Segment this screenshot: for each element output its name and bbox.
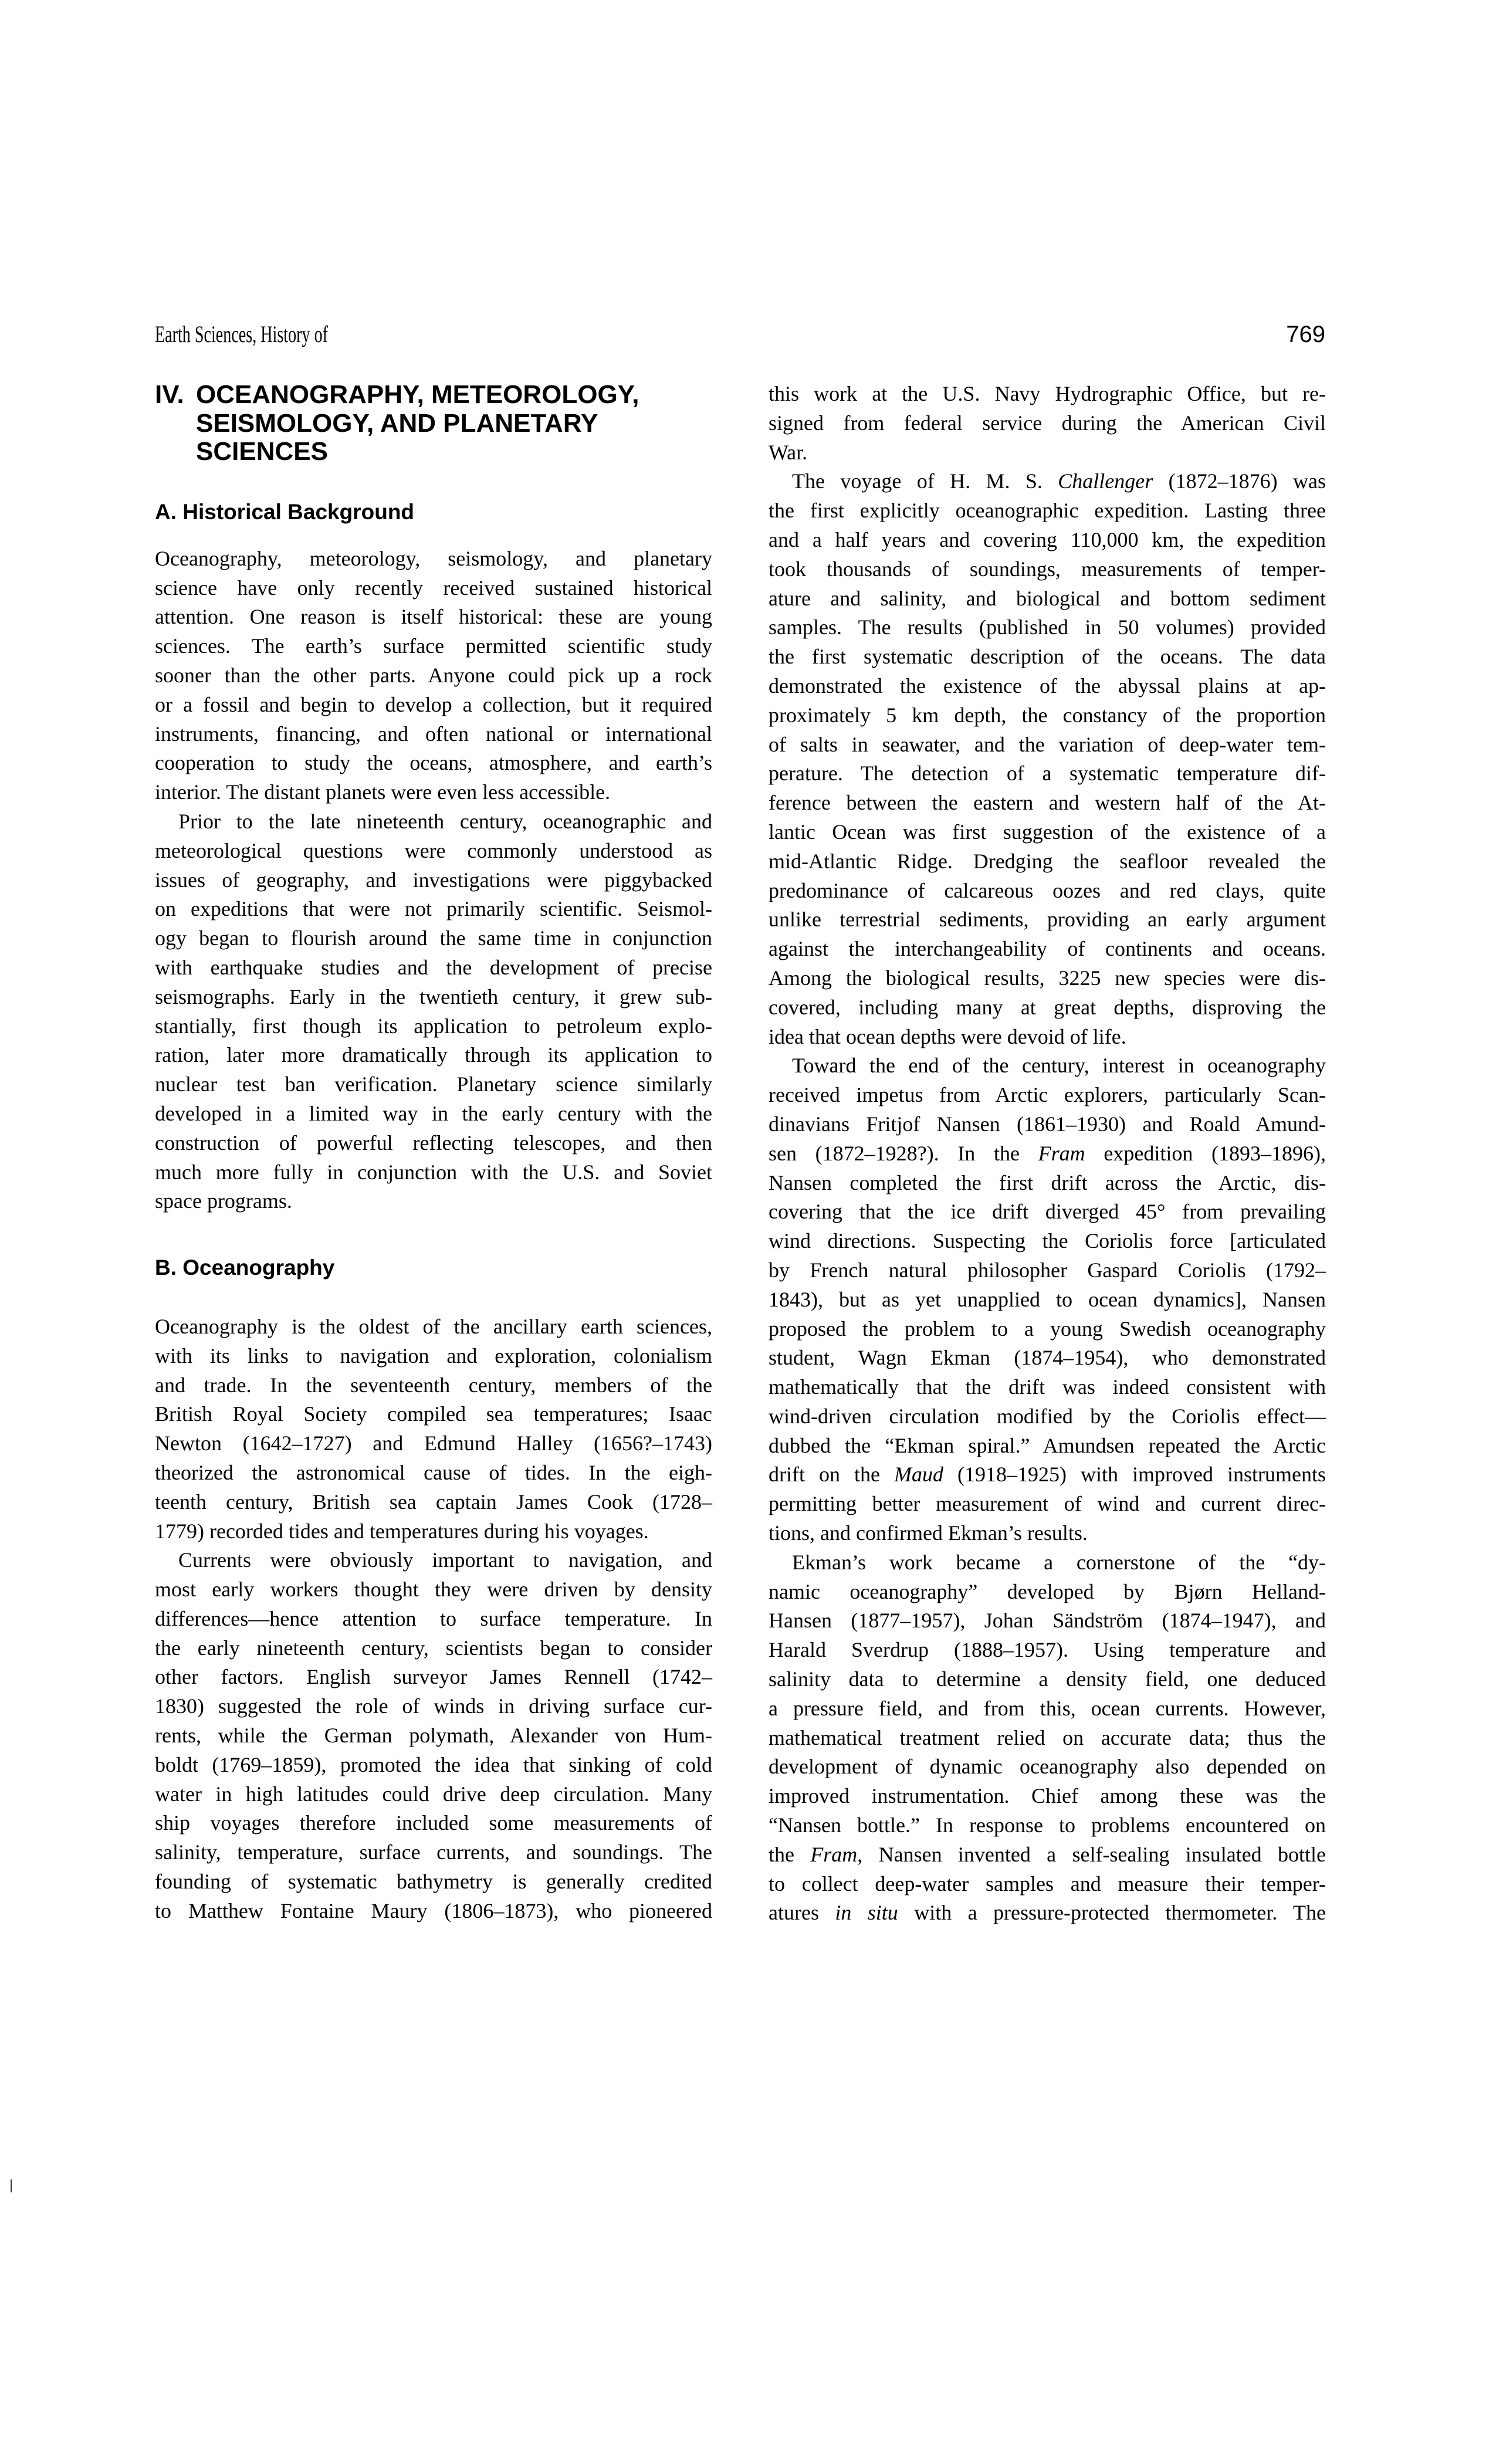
- text-line: [155, 1838, 712, 1867]
- text-line: [155, 1158, 712, 1187]
- text-line: [155, 983, 712, 1012]
- text-line: [155, 632, 712, 661]
- section-title-line: OCEANOGRAPHY, METEOROLOGY,: [196, 380, 639, 409]
- text-segment: , Nansen invented a self-sealing insulated bottle: [857, 1842, 1326, 1866]
- text-line-content: cooperation to study the oceans, atmosphere, and earth’s: [155, 751, 712, 775]
- text-line: [769, 1197, 1326, 1227]
- text-line-content: idea that ocean depths were devoid of life.: [769, 1024, 1126, 1048]
- text-line: [769, 1870, 1326, 1899]
- text-line-content: covering that the ice drift diverged 45° from prevailing: [769, 1200, 1326, 1224]
- text-segment: drift on the: [769, 1463, 894, 1487]
- text-line-content: with earthquake studies and the development of precise: [155, 955, 712, 979]
- text-line-content: differences—hence attention to surface temperature. In: [155, 1606, 712, 1630]
- text-segment: The voyage of H. M. S.: [792, 469, 1058, 493]
- text-line-content: ature and salinity, and biological and bottom sediment: [769, 586, 1326, 610]
- text-line: [769, 555, 1326, 584]
- text-line: [155, 1809, 712, 1838]
- text-line: [155, 953, 712, 983]
- text-line-content: sciences. The earth’s surface permitted scientific study: [155, 634, 712, 658]
- text-line: [155, 1041, 712, 1070]
- page-number: 769: [1286, 321, 1325, 347]
- text-line: [769, 1694, 1326, 1724]
- text-line: [769, 467, 1326, 496]
- text-line-content: most early workers thought they were driven by density: [155, 1578, 712, 1602]
- italic-text: Fram: [1038, 1141, 1085, 1165]
- text-line-content: seismographs. Early in the twentieth century, it grew sub-: [155, 984, 712, 1008]
- paragraph: [155, 1312, 712, 1546]
- text-line-content: namic oceanography” developed by Bjørn Helland-: [769, 1579, 1326, 1603]
- text-segment: expedition (1893–1896),: [1085, 1141, 1326, 1165]
- text-line-content: [769, 1898, 1326, 1928]
- section-title-line: SEISMOLOGY, AND PLANETARY: [196, 408, 598, 438]
- text-line-content: with its links to navigation and exploration, colonialism: [155, 1343, 712, 1368]
- text-line-content: mathematical treatment relied on accurate data; thus the: [769, 1725, 1326, 1749]
- text-line: [769, 613, 1326, 642]
- text-line-content: Nansen completed the first drift across the Arctic, dis-: [769, 1170, 1326, 1194]
- text-line: [769, 1898, 1326, 1928]
- text-line: [155, 720, 712, 749]
- text-line-content: or a fossil and begin to develop a collection, but it required: [155, 692, 712, 716]
- text-line-content: and a half years and covering 110,000 km, the expedition: [769, 527, 1326, 551]
- text-line: [769, 1811, 1326, 1840]
- section-heading-line: [155, 438, 712, 466]
- text-line: [155, 1867, 712, 1897]
- text-line: [769, 1548, 1326, 1578]
- paragraph: [769, 1051, 1326, 1548]
- paragraph: [155, 544, 712, 807]
- paragraph: [155, 1546, 712, 1925]
- text-segment: the: [769, 1842, 811, 1866]
- text-line-content: salinity data to determine a density field, one deduced: [769, 1667, 1326, 1691]
- text-segment: (1918–1925) with improved instruments: [943, 1463, 1326, 1487]
- text-line: [769, 993, 1326, 1023]
- text-line-content: [792, 467, 1326, 496]
- text-line: [155, 1429, 712, 1458]
- text-line: [769, 1169, 1326, 1198]
- text-line: [155, 1312, 712, 1342]
- text-line: [769, 1578, 1326, 1607]
- text-line-content: wind-driven circulation modified by the Coriolis effect—: [769, 1404, 1326, 1428]
- text-line: [155, 1780, 712, 1809]
- text-line: [769, 1227, 1326, 1256]
- text-line-content: and trade. In the seventeenth century, members of the: [155, 1373, 712, 1397]
- text-line: [769, 1402, 1326, 1431]
- text-line: [769, 1315, 1326, 1344]
- text-line-content: a pressure field, and from this, ocean currents. However,: [769, 1696, 1326, 1720]
- text-line: [769, 672, 1326, 701]
- section-heading-line: [155, 381, 712, 409]
- text-line: [155, 1488, 712, 1517]
- text-line-content: took thousands of soundings, measurements of temper-: [769, 557, 1326, 581]
- text-segment: sen (1872–1928?). In the: [769, 1141, 1038, 1165]
- text-line: [769, 1840, 1326, 1870]
- text-line: [769, 1519, 1326, 1548]
- text-line: [155, 895, 712, 924]
- text-line: [769, 818, 1326, 847]
- text-line-content: Ekman’s work became a cornerstone of the “dy-: [792, 1550, 1326, 1574]
- text-line: [769, 1343, 1326, 1373]
- text-line: [769, 1724, 1326, 1753]
- text-line-content: much more fully in conjunction with the U.S. and Soviet: [155, 1160, 712, 1184]
- text-line: [155, 1721, 712, 1751]
- text-line-content: Currents were obviously important to navigation, and: [178, 1548, 712, 1572]
- subsection-heading: [155, 497, 712, 527]
- text-line-content: demonstrated the existence of the abyssal plains at ap-: [769, 673, 1326, 698]
- text-line-content: Oceanography, meteorology, seismology, and planetary: [155, 546, 712, 570]
- text-line-content: 1779) recorded tides and temperatures during his voyages.: [155, 1519, 649, 1543]
- text-line-content: permitting better measurement of wind and current direc-: [769, 1492, 1326, 1516]
- text-line-content: rents, while the German polymath, Alexander von Hum-: [155, 1724, 712, 1748]
- text-line-content: [769, 1139, 1326, 1169]
- text-line-content: signed from federal service during the American Civil: [769, 411, 1326, 435]
- text-line: [769, 496, 1326, 526]
- text-line-content: Newton (1642–1727) and Edmund Halley (1656?–1743): [155, 1431, 712, 1456]
- text-line-content: to Matthew Fontaine Maury (1806–1873), who pioneered: [155, 1898, 712, 1923]
- text-line-content: stantially, first though its application to petroleum explo-: [155, 1014, 712, 1038]
- text-line-content: salinity, temperature, surface currents, and soundings. The: [155, 1840, 712, 1864]
- text-line: [155, 1342, 712, 1371]
- text-line: [155, 1517, 712, 1546]
- subsection-heading-text: B. Oceanography: [155, 1255, 335, 1280]
- text-line: [155, 1634, 712, 1663]
- running-title: Earth Sciences, History of: [155, 321, 328, 347]
- text-line: [769, 964, 1326, 993]
- text-line-content: lantic Ocean was first suggestion of the existence of a: [769, 820, 1326, 844]
- text-line-content: teenth century, British sea captain James Cook (1728–: [155, 1490, 712, 1514]
- text-segment: (1872–1876) was: [1153, 469, 1326, 493]
- text-line: [155, 1099, 712, 1129]
- text-line-content: water in high latitudes could drive deep circulation. Many: [155, 1782, 712, 1806]
- text-line-content: sooner than the other parts. Anyone could pick up a rock: [155, 663, 712, 687]
- text-line: [769, 438, 1326, 468]
- text-line: [769, 1110, 1326, 1139]
- text-segment: atures: [769, 1901, 835, 1925]
- text-line: [769, 1606, 1326, 1636]
- text-line-content: the first explicitly oceanographic expedition. Lasting three: [769, 499, 1326, 523]
- text-line: [155, 778, 712, 807]
- text-line: [155, 1400, 712, 1429]
- text-line-content: on expeditions that were not primarily scientific. Seismol-: [155, 897, 712, 921]
- text-line-content: covered, including many at great depths, disproving the: [769, 995, 1326, 1019]
- text-line: [155, 837, 712, 866]
- text-line-content: wind directions. Suspecting the Coriolis force [articulated: [769, 1229, 1326, 1253]
- text-line-content: proximately 5 km depth, the constancy of the proportion: [769, 703, 1326, 727]
- right-column: [769, 380, 1326, 1928]
- text-line: [769, 1431, 1326, 1461]
- text-line: [769, 1285, 1326, 1315]
- text-line-content: against the interchangeability of continents and oceans.: [769, 937, 1326, 961]
- text-segment: with a pressure-protected thermometer. The: [898, 1901, 1326, 1925]
- text-line: [769, 1636, 1326, 1665]
- text-line: [769, 1139, 1326, 1169]
- text-line-content: British Royal Society compiled sea temperatures; Isaac: [155, 1402, 712, 1426]
- text-line-content: Prior to the late nineteenth century, oceanographic and: [178, 809, 712, 833]
- paragraph: [769, 1548, 1326, 1928]
- margin-tick-mark: [11, 2179, 12, 2192]
- italic-text: Fram: [810, 1842, 858, 1866]
- section-title-line: SCIENCES: [196, 437, 328, 466]
- text-line-content: the early nineteenth century, scientists began to consider: [155, 1636, 712, 1660]
- section-number: IV.: [155, 380, 184, 409]
- left-column: [155, 381, 712, 1926]
- text-line: [155, 544, 712, 574]
- text-line: [155, 1751, 712, 1780]
- text-line: [769, 847, 1326, 876]
- text-line: [769, 584, 1326, 614]
- text-line: [769, 1023, 1326, 1052]
- text-line-content: 1843), but as yet unapplied to ocean dynamics], Nansen: [769, 1287, 1326, 1311]
- text-line: [769, 876, 1326, 906]
- text-line: [155, 1458, 712, 1488]
- text-line-content: ogy began to flourish around the same time in conjunction: [155, 926, 712, 950]
- paragraph: [769, 467, 1326, 1051]
- paragraph: [769, 380, 1326, 467]
- text-line-content: mid-Atlantic Ridge. Dredging the seafloor revealed the: [769, 849, 1326, 873]
- text-line: [769, 935, 1326, 964]
- text-line: [769, 1460, 1326, 1490]
- text-line-content: Oceanography is the oldest of the ancillary earth sciences,: [155, 1314, 712, 1338]
- text-line: [155, 924, 712, 953]
- italic-text: Challenger: [1058, 469, 1153, 493]
- text-line: [769, 526, 1326, 555]
- text-line: [769, 1373, 1326, 1402]
- text-line-content: space programs.: [155, 1189, 292, 1213]
- text-line: [155, 1605, 712, 1634]
- text-line: [769, 1256, 1326, 1285]
- text-line: [155, 1546, 712, 1575]
- text-line: [155, 1663, 712, 1692]
- section-heading: [155, 381, 712, 466]
- text-line: [155, 1070, 712, 1099]
- text-line: [769, 1752, 1326, 1782]
- text-line: [155, 603, 712, 632]
- text-line-content: improved instrumentation. Chief among these was the: [769, 1784, 1326, 1808]
- subsection-heading-text: A. Historical Background: [155, 500, 415, 524]
- text-line-content: [769, 1460, 1326, 1490]
- text-line-content: instruments, financing, and often national or international: [155, 722, 712, 746]
- text-line-content: ration, later more dramatically through its application to: [155, 1043, 712, 1067]
- text-line-content: ference between the eastern and western half of the At-: [769, 791, 1326, 815]
- text-line: [155, 691, 712, 720]
- text-line-content: Harald Sverdrup (1888–1957). Using temperature and: [769, 1638, 1326, 1662]
- text-line: [769, 642, 1326, 672]
- text-line-content: mathematically that the drift was indeed consistent with: [769, 1375, 1326, 1399]
- text-line-content: [769, 1840, 1326, 1870]
- text-line-content: dinavians Fritjof Nansen (1861–1930) and Roald Amund-: [769, 1112, 1326, 1136]
- text-line-content: science have only recently received sustained historical: [155, 576, 712, 600]
- text-line-content: nuclear test ban verification. Planetary science similarly: [155, 1072, 712, 1096]
- text-line-content: development of dynamic oceanography also depended on: [769, 1755, 1326, 1779]
- text-line: [769, 730, 1326, 760]
- text-line: [155, 661, 712, 691]
- italic-text: Maud: [894, 1463, 943, 1487]
- text-line-content: Hansen (1877–1957), Johan Sändström (1874–1947), and: [769, 1609, 1326, 1633]
- text-line: [769, 905, 1326, 935]
- text-line: [155, 749, 712, 778]
- text-line-content: War.: [769, 440, 808, 464]
- text-line: [769, 701, 1326, 730]
- text-line-content: theorized the astronomical cause of tides. In the eigh-: [155, 1460, 712, 1484]
- text-line: [769, 1782, 1326, 1811]
- text-line-content: meteorological questions were commonly understood as: [155, 838, 712, 862]
- text-line: [155, 866, 712, 895]
- text-line-content: interior. The distant planets were even less accessible.: [155, 780, 611, 804]
- text-line-content: student, Wagn Ekman (1874–1954), who demonstrated: [769, 1346, 1326, 1370]
- text-line: [155, 1012, 712, 1041]
- text-line: [769, 409, 1326, 438]
- text-line-content: dubbed the “Ekman spiral.” Amundsen repeated the Arctic: [769, 1433, 1326, 1457]
- text-line: [769, 380, 1326, 409]
- text-line-content: by French natural philosopher Gaspard Coriolis (1792–: [769, 1258, 1326, 1282]
- text-line: [155, 1575, 712, 1605]
- text-line-content: construction of powerful reflecting telescopes, and then: [155, 1131, 712, 1155]
- text-line-content: predominance of calcareous oozes and red clays, quite: [769, 878, 1326, 902]
- text-line: [769, 1665, 1326, 1694]
- paragraph: [155, 807, 712, 1216]
- text-line-content: of salts in seawater, and the variation of deep-water tem-: [769, 732, 1326, 756]
- text-line-content: perature. The detection of a systematic temperature dif-: [769, 761, 1326, 786]
- text-line: [155, 1129, 712, 1158]
- text-line: [769, 1081, 1326, 1110]
- text-line-content: received impetus from Arctic explorers, particularly Scan-: [769, 1083, 1326, 1107]
- text-line: [155, 1692, 712, 1721]
- text-line: [155, 574, 712, 603]
- subsection-heading: [155, 1253, 712, 1282]
- text-line: [769, 759, 1326, 788]
- text-line-content: samples. The results (published in 50 volumes) provided: [769, 615, 1326, 639]
- text-line-content: ship voyages therefore included some measurements of: [155, 1811, 712, 1835]
- italic-text: in situ: [835, 1901, 898, 1925]
- text-line-content: issues of geography, and investigations were piggybacked: [155, 868, 712, 892]
- text-line-content: this work at the U.S. Navy Hydrographic Office, but re-: [769, 382, 1326, 405]
- text-line-content: proposed the problem to a young Swedish oceanography: [769, 1316, 1326, 1341]
- text-line: [769, 1051, 1326, 1081]
- text-line: [155, 1897, 712, 1926]
- text-line: [155, 1371, 712, 1400]
- text-line-content: unlike terrestrial sediments, providing an early argument: [769, 908, 1326, 932]
- text-line-content: boldt (1769–1859), promoted the idea that sinking of cold: [155, 1752, 712, 1776]
- text-line-content: attention. One reason is itself historical: these are young: [155, 605, 712, 629]
- text-line-content: Among the biological results, 3225 new species were dis-: [769, 966, 1326, 990]
- text-line-content: tions, and confirmed Ekman’s results.: [769, 1521, 1088, 1545]
- text-line: [155, 807, 712, 837]
- text-line: [769, 1490, 1326, 1519]
- text-line-content: the first systematic description of the oceans. The data: [769, 645, 1326, 669]
- text-line-content: developed in a limited way in the early century with the: [155, 1101, 712, 1125]
- text-line: [769, 788, 1326, 818]
- text-line-content: Toward the end of the century, interest in oceanography: [792, 1054, 1326, 1078]
- text-line-content: to collect deep-water samples and measure their temper-: [769, 1871, 1326, 1896]
- text-line-content: other factors. English surveyor James Rennell (1742–: [155, 1665, 712, 1689]
- text-line-content: founding of systematic bathymetry is generally credited: [155, 1870, 712, 1894]
- text-line-content: “Nansen bottle.” In response to problems encountered on: [769, 1813, 1326, 1837]
- text-line: [155, 1187, 712, 1216]
- section-heading-line: [155, 409, 712, 438]
- text-line-content: 1830) suggested the role of winds in driving surface cur-: [155, 1694, 712, 1718]
